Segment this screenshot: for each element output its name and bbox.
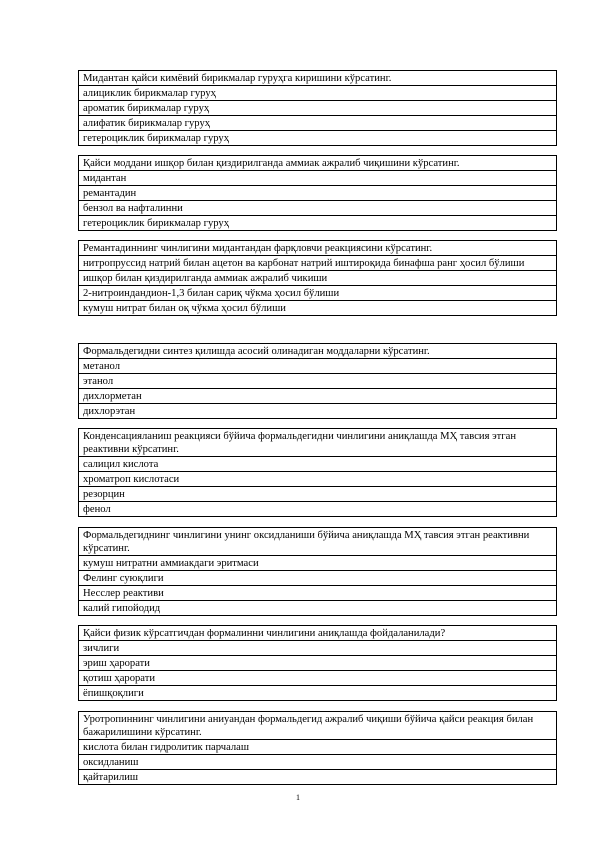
answer-option: метанол bbox=[78, 358, 557, 374]
question-text: Уротропиннинг чинлигини аниуандан формальдегид ажралиб чиқиши бўйича қайси реакция билан бажарилишини кўрсатинг. bbox=[78, 711, 557, 740]
answer-option: қайтарилиш bbox=[78, 769, 557, 785]
question-block-8 bbox=[78, 711, 557, 785]
page-number: 1 bbox=[296, 793, 300, 802]
answer-option: фенол bbox=[78, 501, 557, 517]
answer-option: кислота билан гидролитик парчалаш bbox=[78, 739, 557, 755]
answer-option: хроматроп кислотаси bbox=[78, 471, 557, 487]
question-block-5 bbox=[78, 428, 557, 517]
question-text: Қайси физик кўрсатгичдан формалинни чинлигини аниқлашда фойдаланилади? bbox=[78, 625, 557, 641]
answer-option: резорцин bbox=[78, 486, 557, 502]
answer-option: кумуш нитрат билан оқ чўкма ҳосил бўлиши bbox=[78, 300, 557, 316]
answer-option: оксидланиш bbox=[78, 754, 557, 770]
question-text: Қайси моддани ишқор билан қиздирилганда аммиак ажралиб чиқишини кўрсатинг. bbox=[78, 155, 557, 171]
answer-option: ёпишқоқлиги bbox=[78, 685, 557, 701]
question-block-4 bbox=[78, 343, 557, 419]
answer-option: салицил кислота bbox=[78, 456, 557, 472]
answer-option: калий гипойодид bbox=[78, 600, 557, 616]
answer-option: дихлорэтан bbox=[78, 403, 557, 419]
answer-option: зичлиги bbox=[78, 640, 557, 656]
answer-option: мидантан bbox=[78, 170, 557, 186]
answer-option: дихлорметан bbox=[78, 388, 557, 404]
question-block-6 bbox=[78, 527, 557, 616]
answer-option: кумуш нитратни аммиакдаги эритмаси bbox=[78, 555, 557, 571]
answer-option: нитропруссид натрий билан ацетон ва карбонат натрий иштироқида бинафша ранг ҳосил бўлиши bbox=[78, 255, 557, 271]
answer-option: қотиш ҳарорати bbox=[78, 670, 557, 686]
answer-option: гетероциклик бирикмалар гуруҳ bbox=[78, 130, 557, 146]
answer-option: 2-нитроиндандион-1,3 билан сариқ чўкма ҳосил бўлиши bbox=[78, 285, 557, 301]
answer-option: Фелинг суюқлиги bbox=[78, 570, 557, 586]
answer-option: алифатик бирикмалар гуруҳ bbox=[78, 115, 557, 131]
question-text: Формальдегидни синтез қилишда асосий олинадиган моддаларни кўрсатинг. bbox=[78, 343, 557, 359]
answer-option: ароматик бирикмалар гуруҳ bbox=[78, 100, 557, 116]
answer-option: бензол ва нафталинни bbox=[78, 200, 557, 216]
answer-option: ишқор билан қиздирилганда аммиак ажралиб чикиши bbox=[78, 270, 557, 286]
answer-option: Несслер реактиви bbox=[78, 585, 557, 601]
question-text: Конденсацияланиш реакцияси бўйича формальдегидни чинлигини аниқлашда МҲ тавсия этган реактивни кўрсатинг. bbox=[78, 428, 557, 457]
answer-option: алициклик бирикмалар гуруҳ bbox=[78, 85, 557, 101]
answer-option: эриш ҳарорати bbox=[78, 655, 557, 671]
question-block-7 bbox=[78, 625, 557, 701]
question-block-2 bbox=[78, 155, 557, 231]
answer-option: этанол bbox=[78, 373, 557, 389]
question-text: Ремантадиннинг чинлигини мидантандан фарқловчи реакциясини кўрсатинг. bbox=[78, 240, 557, 256]
answer-option: ремантадин bbox=[78, 185, 557, 201]
question-text: Мидантан қайси кимёвий бирикмалар гуруҳга киришини кўрсатинг. bbox=[78, 70, 557, 86]
question-text: Формальдегиднинг чинлигини унинг оксидланиши бўйича аниқлашда МҲ тавсия этган реактивни кўрсатинг. bbox=[78, 527, 557, 556]
answer-option: гетероциклик бирикмалар гуруҳ bbox=[78, 215, 557, 231]
question-block-3 bbox=[78, 240, 557, 316]
question-block-1 bbox=[78, 70, 557, 146]
